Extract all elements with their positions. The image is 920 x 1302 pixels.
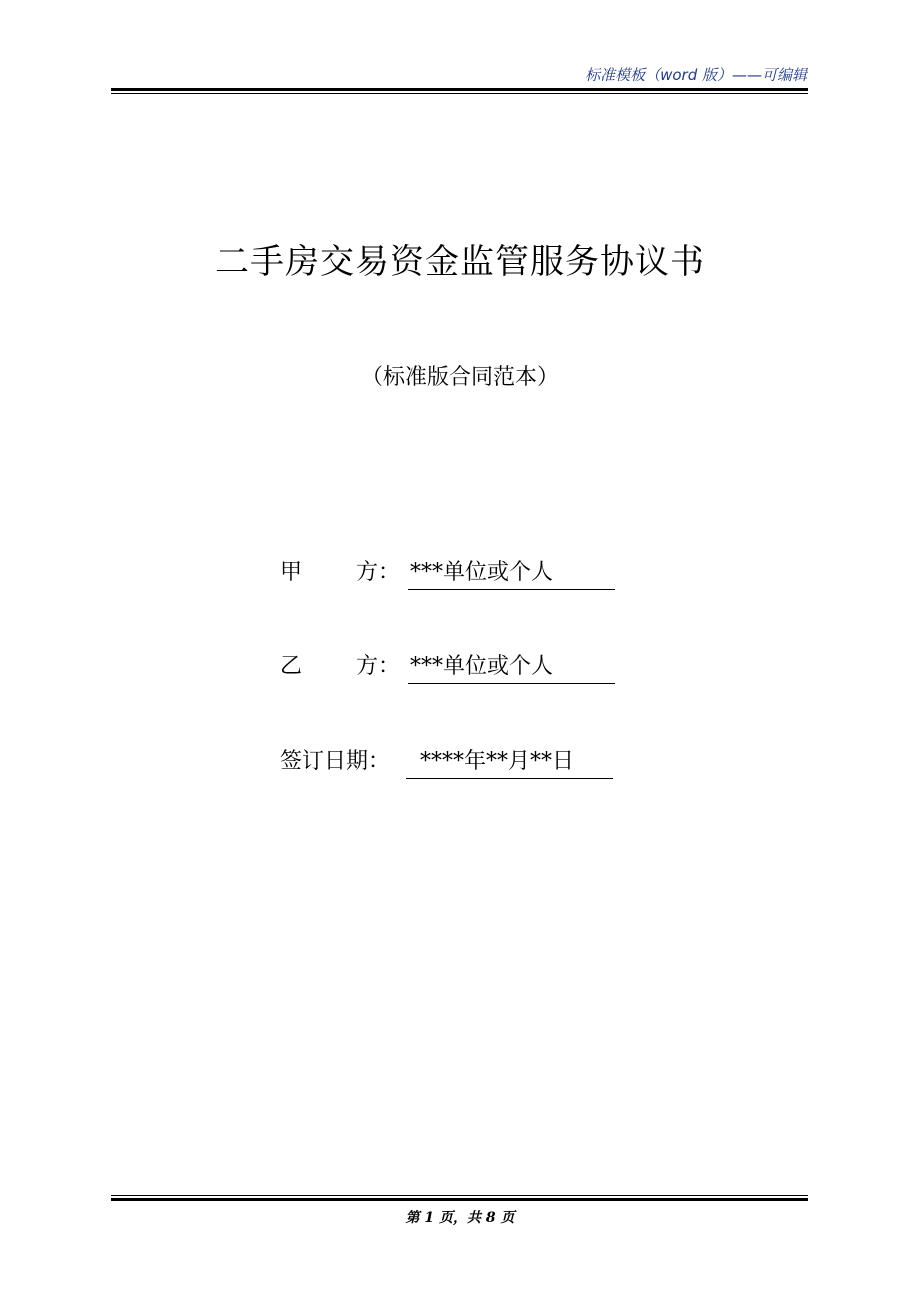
page-number: 第 1 页，共 8 页	[405, 1210, 515, 1226]
party-b-value: ***单位或个人	[410, 654, 554, 679]
header-text: 标准模板（word 版）——可编辑	[585, 66, 807, 84]
document-subtitle: （标准版合同范本）	[360, 365, 559, 390]
header-rule-thick	[111, 88, 808, 91]
header-rule-thin	[111, 93, 808, 94]
document-title: 二手房交易资金监管服务协议书	[215, 242, 705, 282]
party-b-field	[280, 650, 620, 684]
party-a-label-suffix: 方：	[356, 560, 401, 585]
sign-date-value: ****年**月**日	[420, 749, 575, 774]
sign-date-field	[280, 745, 620, 779]
party-b-label-char: 乙	[280, 654, 303, 679]
party-a-value: ***单位或个人	[410, 560, 554, 585]
party-a-underline	[408, 589, 615, 590]
party-b-label-suffix: 方：	[356, 654, 401, 679]
footer-rule-thick	[111, 1198, 808, 1201]
party-a-field	[280, 556, 620, 590]
party-b-underline	[408, 683, 615, 684]
sign-date-underline	[406, 778, 613, 779]
party-a-label-char: 甲	[280, 560, 303, 585]
footer-rule-thin	[111, 1195, 808, 1196]
sign-date-label: 签订日期：	[280, 749, 391, 774]
